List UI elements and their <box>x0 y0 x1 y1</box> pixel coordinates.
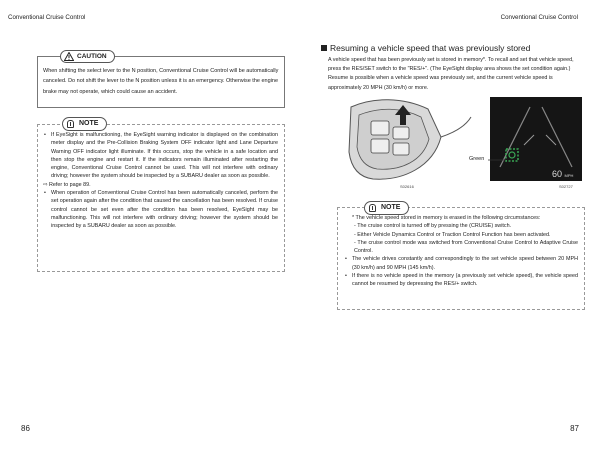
right-note-sub-2: - Either Vehicle Dynamics Control or Traction Control Function has been activated. <box>354 231 551 238</box>
left-note-tag <box>62 117 107 131</box>
page-number-right: 87 <box>570 424 579 433</box>
steering-wheel-switch-illustration <box>343 97 473 181</box>
speed-readout <box>552 169 573 179</box>
intro-paragraph-2: Resume is possible when a vehicle speed was previously set, and the current vehicle speed is approximately 20 MPH (30 km/h) or more. <box>328 75 553 91</box>
right-note-list <box>344 214 578 289</box>
right-note-item-1: * The vehicle speed stored in memory is erased in the following circumstances: <box>352 215 541 221</box>
section-intro <box>328 56 583 93</box>
note-icon <box>67 120 74 128</box>
section-square-marker <box>321 45 327 51</box>
left-note-item-1: • If EyeSight is malfunctioning, the EyeSight warning indicator is displayed on the combination meter display and the Pre-Collision Braking System OFF indicator light and Lane Departure Warning OFF indicator light illuminate. If this occurs, stop the vehicle in a safe location and then stop the engine and restart it. If the indicators remain illuminated after restarting the engine, Conventional Cruise Control cannot be used. This will not interfere with ordinary driving; however the system should be inspected by a SUBARU dealer as soon as possible. <box>43 131 278 181</box>
section-heading <box>321 43 530 53</box>
right-note-item-3: • If there is no vehicle speed in the memory (a previously set vehicle speed), the vehicle speed cannot be resumed by depressing the RES/+ switch. <box>344 272 578 289</box>
right-note-sub-3: - The cruise control mode was switched from Conventional Cruise Control to Adaptive Cruise Control. <box>354 239 578 255</box>
illustration-caption-right: S02727 <box>559 184 573 189</box>
right-note-tag <box>364 201 409 215</box>
speed-value: 60 <box>552 169 563 179</box>
left-note-label: NOTE <box>79 120 99 127</box>
right-note-label: NOTE <box>381 204 401 211</box>
speed-unit: MPH <box>564 173 574 178</box>
caution-label: CAUTION <box>77 53 107 60</box>
running-header-right: Conventional Cruise Control <box>500 14 578 21</box>
page-number-left: 86 <box>21 424 30 433</box>
warning-triangle-icon <box>64 52 74 61</box>
left-note-item-2: • When operation of Conventional Cruise Control has been automatically canceled, perform the set operation again after the condition that caused the cancellation has been resolved. If cruise control cannot be set even after the condition has been resolved, EyeSight may be malfunctioning. This will not interfere with ordinary driving; however the system should be inspected by a SUBARU dealer as soon as possible. <box>43 189 278 230</box>
running-header-left: Conventional Cruise Control <box>8 14 86 21</box>
illustration-caption-left: S02616 <box>400 184 414 189</box>
green-label: Green <box>469 156 485 162</box>
intro-paragraph-1: A vehicle speed that has been previously set is stored in memory*. To recall and set that vehicle speed, press the RES/SET switch to the "RES/+". (The EyeSight display area shows the set condition again.) <box>328 57 574 73</box>
caution-text: When shifting the select lever to the N position, Conventional Cruise Control will be automatically canceled. Do not shift the lever to the N position unless it is an emergency. Otherwise the engine brake may not operate, which could cause an accident. <box>43 68 279 95</box>
right-note-item-2: • The vehicle drives constantly and correspondingly to the set vehicle speed between 20 MPH (30 km/h) and 90 MPH (145 km/h). <box>344 255 578 272</box>
left-note-page-ref[interactable]: ⇨ Refer to page 89. <box>43 181 91 188</box>
left-note-list <box>43 131 278 231</box>
leader-line <box>488 158 506 162</box>
right-note-sub-1: - The cruise control is turned off by pressing the (CRUISE) switch. <box>354 223 512 230</box>
caution-tag <box>60 50 115 63</box>
section-heading-text: Resuming a vehicle speed that was previously stored <box>330 43 531 53</box>
note-icon <box>369 204 376 212</box>
